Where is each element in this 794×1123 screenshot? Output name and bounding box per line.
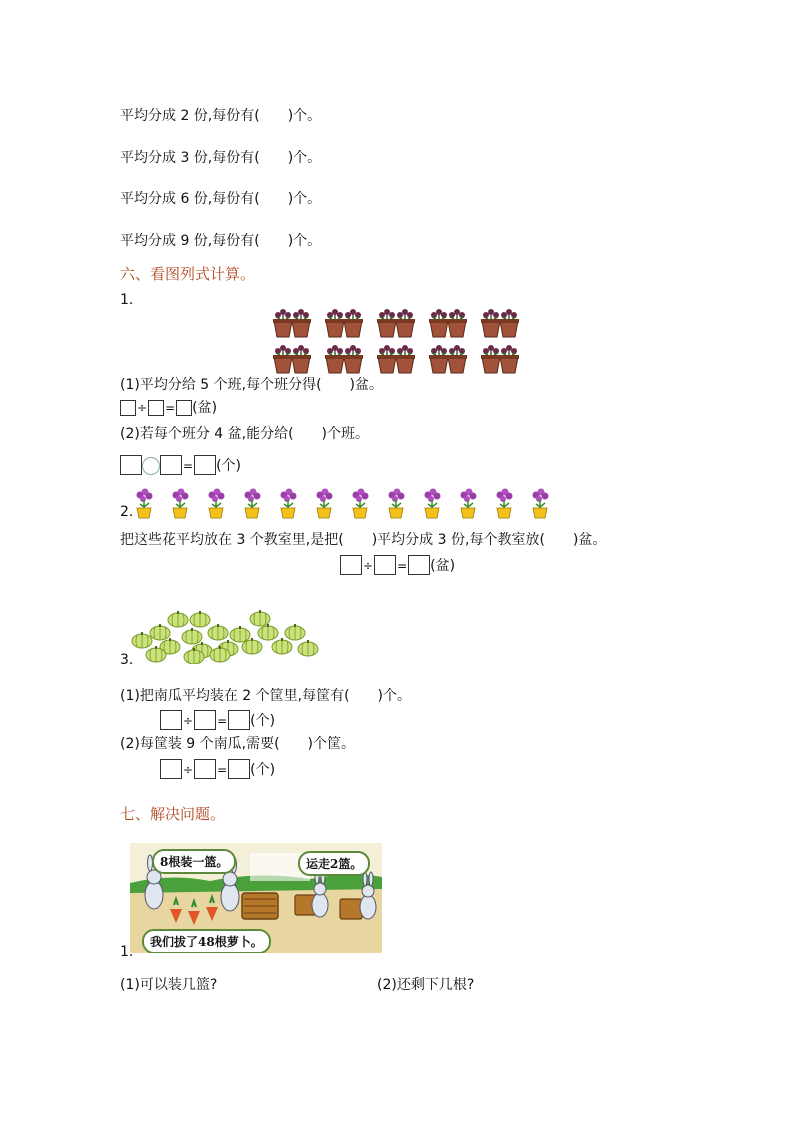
q1-number: 1. [120,292,134,308]
q3-part2-equation [160,759,275,779]
answer-box[interactable] [340,555,362,575]
fill-line-9: 平均分成 9 份,每份有( )个。 [120,233,322,249]
q1-part1-equation [120,399,217,417]
equals-sign: = [397,559,408,573]
answer-box[interactable] [148,400,164,416]
s7-q1-number: 1. [120,944,134,960]
q3-number: 3. [120,652,134,668]
q1-part2-equation [120,455,241,475]
equals-sign: = [217,763,228,777]
unit-label: (个) [250,713,276,729]
unit-label: (盆) [192,400,218,416]
q1-part1-text: (1)平均分给 5 个班,每个班分得( )盆。 [120,377,384,393]
answer-box[interactable] [160,759,182,779]
answer-box[interactable] [374,555,396,575]
rabbits-carrots-scene [130,843,382,953]
answer-box[interactable] [176,400,192,416]
answer-box[interactable] [408,555,430,575]
answer-box[interactable] [160,710,182,730]
divide-sign: ÷ [183,714,194,728]
answer-box[interactable] [228,710,250,730]
s7-q1-part2: (2)还剩下几根? [377,977,475,993]
speech-bubble-carry: 运走2篮。 [298,851,370,876]
equals-sign: = [183,459,194,473]
equals-sign: = [165,401,176,415]
fill-line-6: 平均分成 6 份,每份有( )个。 [120,191,322,207]
s7-q1-part1: (1)可以装几篮? [120,977,218,993]
section-7-heading: 七、解决问题。 [120,805,226,823]
pumpkins-picture [130,608,320,664]
q3-part2-text: (2)每筐装 9 个南瓜,需要( )个筐。 [120,736,356,752]
speech-bubble-pulled: 我们拔了48根萝卜。 [142,929,271,953]
answer-box[interactable] [120,455,142,475]
q2-equation [340,555,455,575]
plant-row-2 [273,345,519,373]
plant-row-1 [273,309,519,337]
flower-pots-picture [134,488,554,522]
potted-plants-picture [272,309,524,375]
operator-circle[interactable] [142,457,160,475]
speech-bubble-basket: 8根装一篮。 [152,849,236,874]
section-6-heading: 六、看图列式计算。 [120,265,256,283]
q3-part1-equation [160,710,275,730]
answer-box[interactable] [194,759,216,779]
answer-box[interactable] [120,400,136,416]
q3-part1-text: (1)把南瓜平均装在 2 个筐里,每筐有( )个。 [120,688,412,704]
divide-sign: ÷ [137,401,148,415]
answer-box[interactable] [228,759,250,779]
answer-box[interactable] [194,455,216,475]
unit-label: (盆) [430,558,456,574]
q2-number: 2. [120,504,134,520]
divide-sign: ÷ [183,763,194,777]
fill-line-2: 平均分成 2 份,每份有( )个。 [120,108,322,124]
unit-label: (个) [250,762,276,778]
answer-box[interactable] [194,710,216,730]
unit-label: (个) [216,458,241,474]
divide-sign: ÷ [363,559,374,573]
equals-sign: = [217,714,228,728]
q1-part2-text: (2)若每个班分 4 盆,能分给( )个班。 [120,426,370,442]
fill-line-3: 平均分成 3 份,每份有( )个。 [120,150,322,166]
q2-text: 把这些花平均放在 3 个教室里,是把( )平均分成 3 份,每个教室放( )盆。 [120,532,607,548]
answer-box[interactable] [160,455,182,475]
